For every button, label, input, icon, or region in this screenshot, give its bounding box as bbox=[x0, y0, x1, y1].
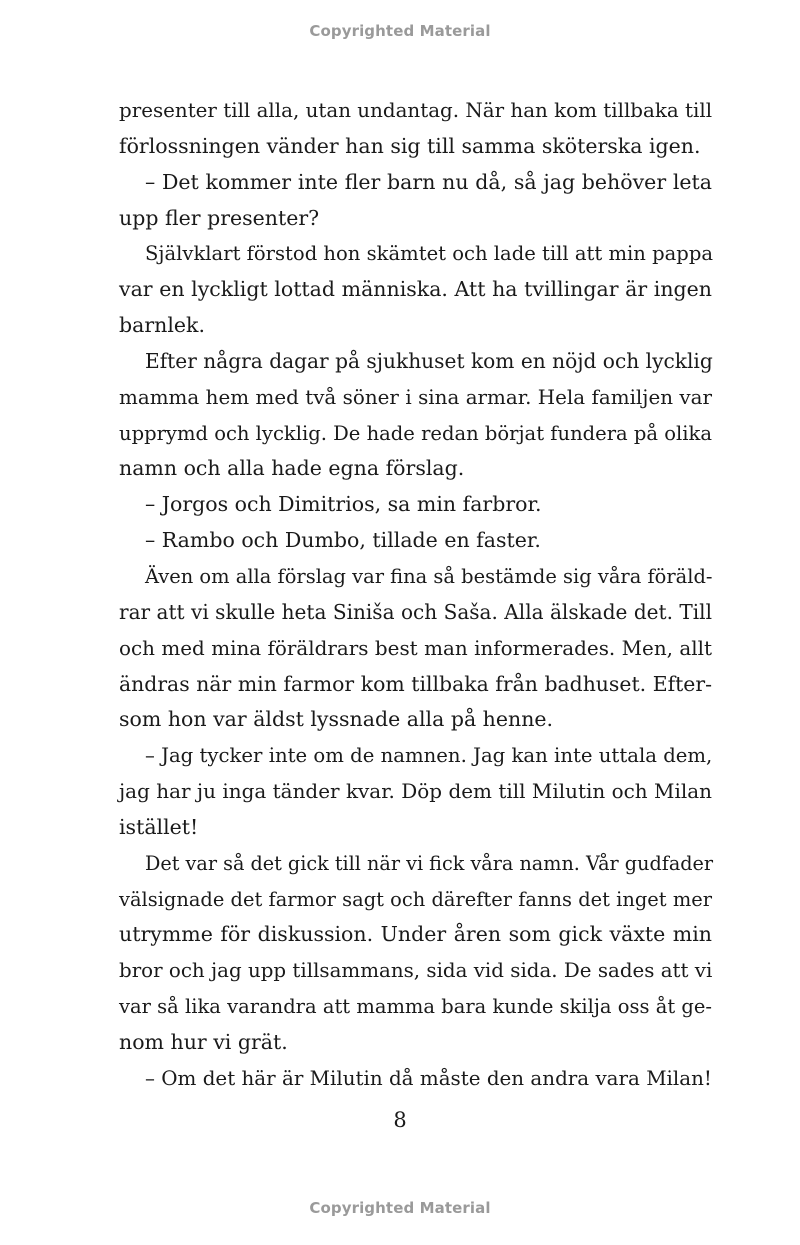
text-line: ändras när min farmor kom tillbaka från badhuset. Efter- bbox=[119, 671, 712, 696]
text-line: var så lika varandra att mamma bara kunde skilja oss åt ge- bbox=[119, 995, 712, 1019]
text-line: förlossningen vänder han sig till samma sköterska igen. bbox=[119, 133, 701, 158]
copyright-watermark-top: Copyrighted Material bbox=[309, 22, 491, 40]
text-line: välsignade det farmor sagt och därefter fanns det inget mer bbox=[119, 887, 712, 911]
body-text bbox=[119, 93, 712, 1097]
text-line: var en lyckligt lottad människa. Att ha tvillingar är ingen bbox=[119, 277, 712, 302]
text-line: Det var så det gick till när vi fick våra namn. Vår gudfader bbox=[145, 851, 714, 875]
text-line: mamma hem med två söner i sina armar. Hela familjen var bbox=[119, 385, 712, 409]
text-line: utrymme för diskussion. Under åren som gick växte min bbox=[119, 922, 712, 947]
text-line: Självklart förstod hon skämtet och lade till att min pappa bbox=[145, 242, 714, 266]
text-line: nom hur vi grät. bbox=[119, 1029, 288, 1054]
text-line: – Jorgos och Dimitrios, sa min farbror. bbox=[145, 492, 542, 517]
text-line: rar att vi skulle heta Siniša och Saša. Alla älskade det. Till bbox=[119, 599, 712, 624]
text-line: jag har ju inga tänder kvar. Döp dem till Milutin och Milan bbox=[119, 779, 712, 804]
text-line: – Det kommer inte fler barn nu då, så jag behöver leta bbox=[145, 169, 712, 194]
text-line: istället! bbox=[119, 814, 199, 839]
text-line: och med mina föräldrars best man informerades. Men, allt bbox=[119, 636, 712, 660]
copyright-watermark-bottom: Copyrighted Material bbox=[309, 1199, 491, 1217]
text-line: – Om det här är Milutin då måste den andra vara Milan! bbox=[145, 1066, 712, 1090]
text-line: upp fler presenter? bbox=[119, 205, 320, 230]
text-line: bror och jag upp tillsammans, sida vid sida. De sades att vi bbox=[119, 959, 713, 983]
text-line: – Jag tycker inte om de namnen. Jag kan inte uttala dem, bbox=[145, 744, 713, 768]
text-line: namn och alla hade egna förslag. bbox=[119, 456, 465, 481]
text-line: som hon var äldst lyssnade alla på henne. bbox=[119, 707, 554, 732]
text-line: upprymd och lycklig. De hade redan börjat fundera på olika bbox=[119, 421, 712, 445]
text-line: Efter några dagar på sjukhuset kom en nöjd och lycklig bbox=[145, 348, 713, 373]
text-line: presenter till alla, utan undantag. När han kom tillbaka till bbox=[119, 99, 713, 122]
text-line: – Rambo och Dumbo, tillade en faster. bbox=[145, 528, 541, 553]
text-line: Även om alla förslag var fina så bestämde sig våra föräld- bbox=[145, 564, 713, 588]
text-line: barnlek. bbox=[119, 313, 205, 338]
page-number: 8 bbox=[393, 1108, 407, 1132]
